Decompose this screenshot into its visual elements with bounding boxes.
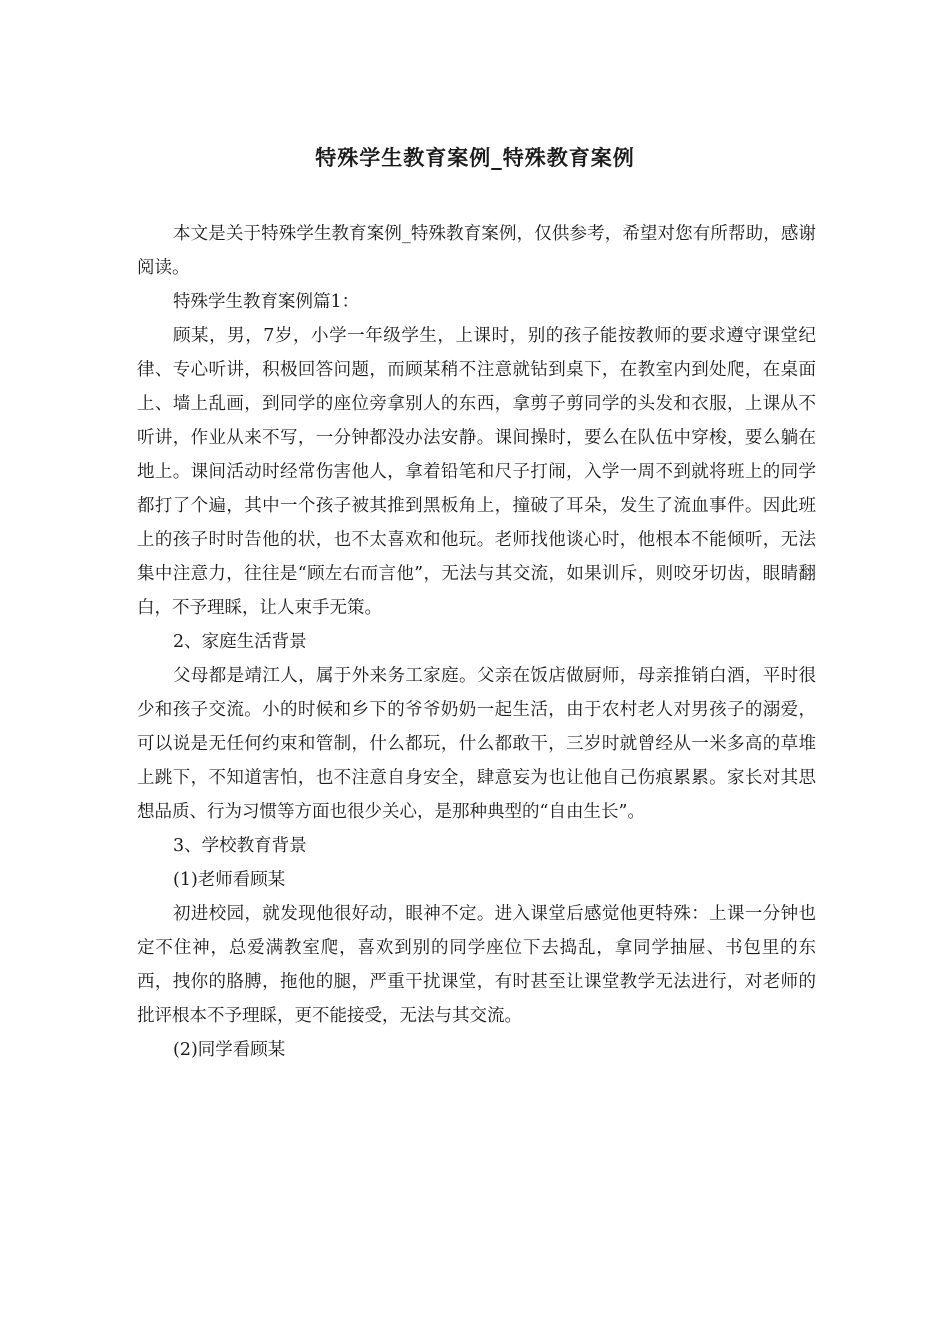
paragraph-intro: 本文是关于特殊学生教育案例_特殊教育案例，仅供参考，希望对您有所帮助，感谢阅读。 bbox=[137, 224, 816, 278]
section-heading-family-background: 2、家庭生活背景 bbox=[173, 632, 307, 652]
section-heading-case-1: 特殊学生教育案例篇1： bbox=[173, 292, 360, 312]
paragraph-teacher-view: 初进校园，就发现他很好动，眼神不定。进入课堂后感觉他更特殊：上课一分钟也定不住神，总爱满教室爬，喜欢到别的同学座位下去捣乱，拿同学抽屉、书包里的东西，拽你的胳膊，拖他的腿，严重干扰课堂，有时甚至让课堂教学无法进行，对老师的批评根本不予理睬，更不能接受，无法与其交流。 bbox=[137, 904, 816, 1026]
subheading-classmate-view: (2)同学看顾某 bbox=[173, 1040, 286, 1060]
subheading-teacher-view: (1)老师看顾某 bbox=[173, 870, 286, 890]
section-heading-school-background: 3、学校教育背景 bbox=[173, 836, 307, 856]
document-body bbox=[137, 217, 816, 1067]
paragraph-case-description: 顾某，男，7岁，小学一年级学生，上课时，别的孩子能按教师的要求遵守课堂纪律、专心听讲，积极回答问题，而顾某稍不注意就钻到桌下，在教室内到处爬，在桌面上、墙上乱画，到同学的座位旁拿别人的东西，拿剪子剪同学的头发和衣服，上课从不听讲，作业从来不写，一分钟都没办法安静。课间操时，要么在队伍中穿梭，要么躺在地上。课间活动时经常伤害他人，拿着铅笔和尺子打闹，入学一周不到就将班上的同学都打了个遍，其中一个孩子被其推到黑板角上，撞破了耳朵，发生了流血事件。因此班上的孩子时时告他的状，也不太喜欢和他玩。老师找他谈心时，他根本不能倾听，无法集中注意力，往往是“顾左右而言他”，无法与其交流，如果训斥，则咬牙切齿，眼睛翻白，不予理睬，让人束手无策。 bbox=[137, 326, 816, 618]
document-title: 特殊学生教育案例_特殊教育案例 bbox=[315, 145, 635, 170]
paragraph-family-background: 父母都是靖江人，属于外来务工家庭。父亲在饭店做厨师，母亲推销白酒，平时很少和孩子交流。小的时候和乡下的爷爷奶奶一起生活，由于农村老人对男孩子的溺爱，可以说是无任何约束和管制，什么都玩，什么都敢干，三岁时就曾经从一米多高的草堆上跳下，不知道害怕，也不注意自身安全，肆意妄为也让他自己伤痕累累。家长对其思想品质、行为习惯等方面也很少关心，是那种典型的“自由生长”。 bbox=[137, 666, 816, 822]
